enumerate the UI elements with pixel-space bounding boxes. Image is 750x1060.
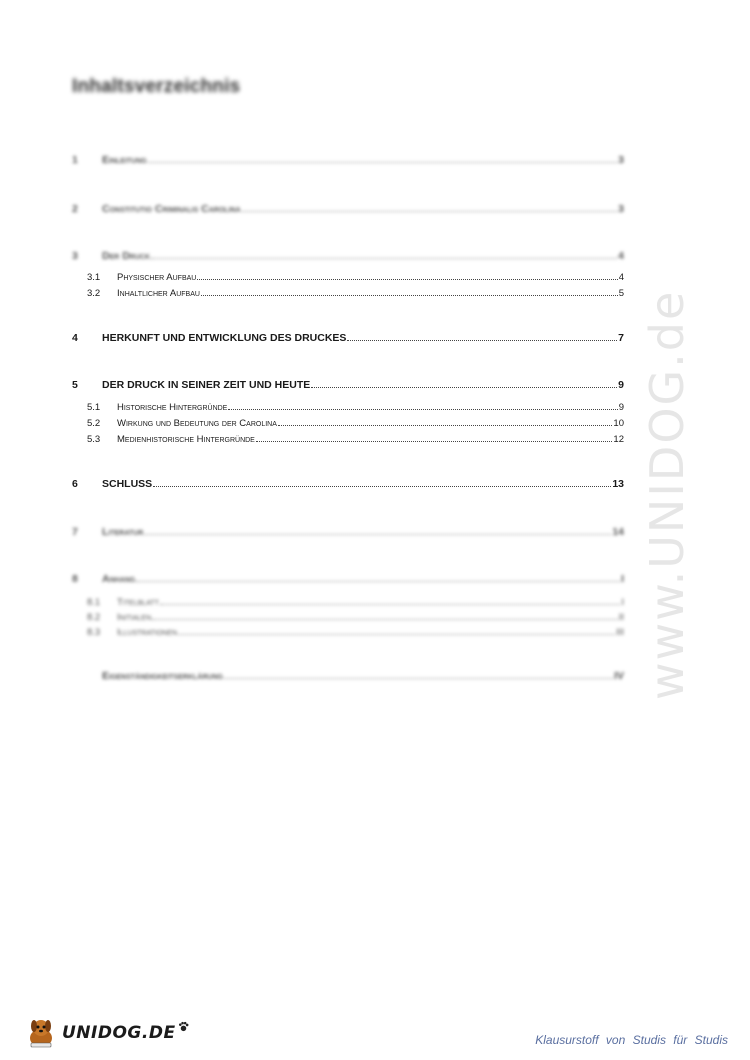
toc-leader [152, 619, 618, 620]
toc-number: 4 [72, 332, 78, 344]
toc-label: Constitutio Criminalis Carolina [102, 203, 241, 215]
toc-page: III [616, 627, 624, 638]
toc-entry [72, 203, 624, 215]
toc-leader [242, 211, 618, 212]
toc-label: Medienhistorische Hintergründe [117, 434, 255, 445]
toc-entry [87, 627, 624, 638]
toc-label: Historische Hintergründe [117, 402, 228, 413]
page-title: Inhaltsverzeichnis [72, 76, 241, 97]
toc-leader [256, 441, 613, 442]
toc-page: 14 [612, 526, 624, 538]
toc-label: Titelblatt [117, 597, 159, 608]
toc-number: 3.2 [87, 288, 101, 299]
footer-slogan: Klausurstoff von Studis für Studis [535, 1033, 728, 1047]
toc-entry [87, 402, 624, 413]
toc-label: Inhaltlicher Aufbau [117, 288, 200, 299]
toc-page: I [621, 597, 624, 608]
toc-label: Illustrationen [117, 627, 178, 638]
toc-label: DER DRUCK IN SEINER ZEIT UND HEUTE [102, 379, 311, 391]
toc-page: 9 [618, 402, 624, 413]
toc-page: I [621, 573, 624, 585]
toc-leader [136, 581, 620, 582]
dog-logo-icon [24, 1016, 58, 1050]
toc-leader [148, 162, 617, 163]
toc-label: HERKUNFT UND ENTWICKLUNG DES DRUCKES [102, 332, 347, 344]
toc-label: Der Druck [102, 250, 151, 262]
toc-leader [347, 340, 617, 341]
toc-label: Physischer Aufbau [117, 272, 197, 283]
toc-entry [87, 418, 624, 429]
toc-leader [153, 486, 611, 487]
toc-entry [72, 379, 624, 391]
toc-number: 2 [72, 203, 78, 215]
toc-leader [201, 295, 618, 296]
toc-entry [87, 434, 624, 445]
toc-leader [224, 678, 613, 679]
toc-page: 3 [618, 154, 624, 166]
toc-number: 8 [72, 573, 78, 585]
toc-page: 7 [618, 332, 624, 344]
toc-entry [72, 332, 624, 344]
watermark: www.UNIDOG.de [640, 289, 694, 700]
toc-label: Eigenständigkeitserklärung [102, 670, 223, 682]
toc-entry [87, 597, 624, 608]
toc-entry [72, 526, 624, 538]
toc-leader [278, 425, 613, 426]
toc-label: Anhang [102, 573, 136, 585]
toc-entry [72, 573, 624, 585]
toc-number: 5.1 [87, 402, 101, 413]
toc-label: Einleitung [102, 154, 147, 166]
toc-leader [160, 604, 621, 605]
toc-leader [144, 534, 611, 535]
toc-number: 6 [72, 478, 78, 490]
toc-number: 5.2 [87, 418, 101, 429]
toc-page: 5 [618, 288, 624, 299]
toc-number: 5 [72, 379, 78, 391]
toc-number: 3.1 [87, 272, 101, 283]
toc-page: 3 [618, 203, 624, 215]
toc-entry [87, 612, 624, 623]
toc-number: 7 [72, 526, 78, 538]
toc-page: 4 [618, 250, 624, 262]
toc-page: 12 [613, 434, 624, 445]
toc-entry [72, 478, 624, 490]
toc-page: 9 [618, 379, 624, 391]
toc-label: Initialen [117, 612, 152, 623]
toc-entry [72, 250, 624, 262]
toc-label: SCHLUSS [102, 478, 153, 490]
paw-icon [178, 1021, 189, 1032]
toc-leader [197, 279, 617, 280]
toc-number: 8.3 [87, 627, 101, 638]
toc-leader [151, 258, 617, 259]
toc-page: 10 [613, 418, 624, 429]
toc-entry [87, 272, 624, 283]
toc-entry [72, 670, 624, 682]
toc-number: 3 [72, 250, 78, 262]
toc-page: 4 [618, 272, 624, 283]
toc-label: Literatur [102, 526, 144, 538]
unidog-logo[interactable] [24, 1016, 189, 1050]
toc-page: IV [614, 670, 624, 682]
logo-text: UNIDOG.DE [62, 1023, 176, 1043]
toc-leader [311, 387, 617, 388]
toc-entry [72, 154, 624, 166]
toc-number: 5.3 [87, 434, 101, 445]
toc-number: 8.1 [87, 597, 101, 608]
toc-number: 1 [72, 154, 78, 166]
toc-number: 8.2 [87, 612, 101, 623]
toc-leader [178, 634, 615, 635]
toc-leader [228, 409, 617, 410]
toc-label: Wirkung und Bedeutung der Carolina [117, 418, 277, 429]
toc-page: 13 [612, 478, 624, 490]
toc-page: II [618, 612, 624, 623]
toc-entry [87, 288, 624, 299]
